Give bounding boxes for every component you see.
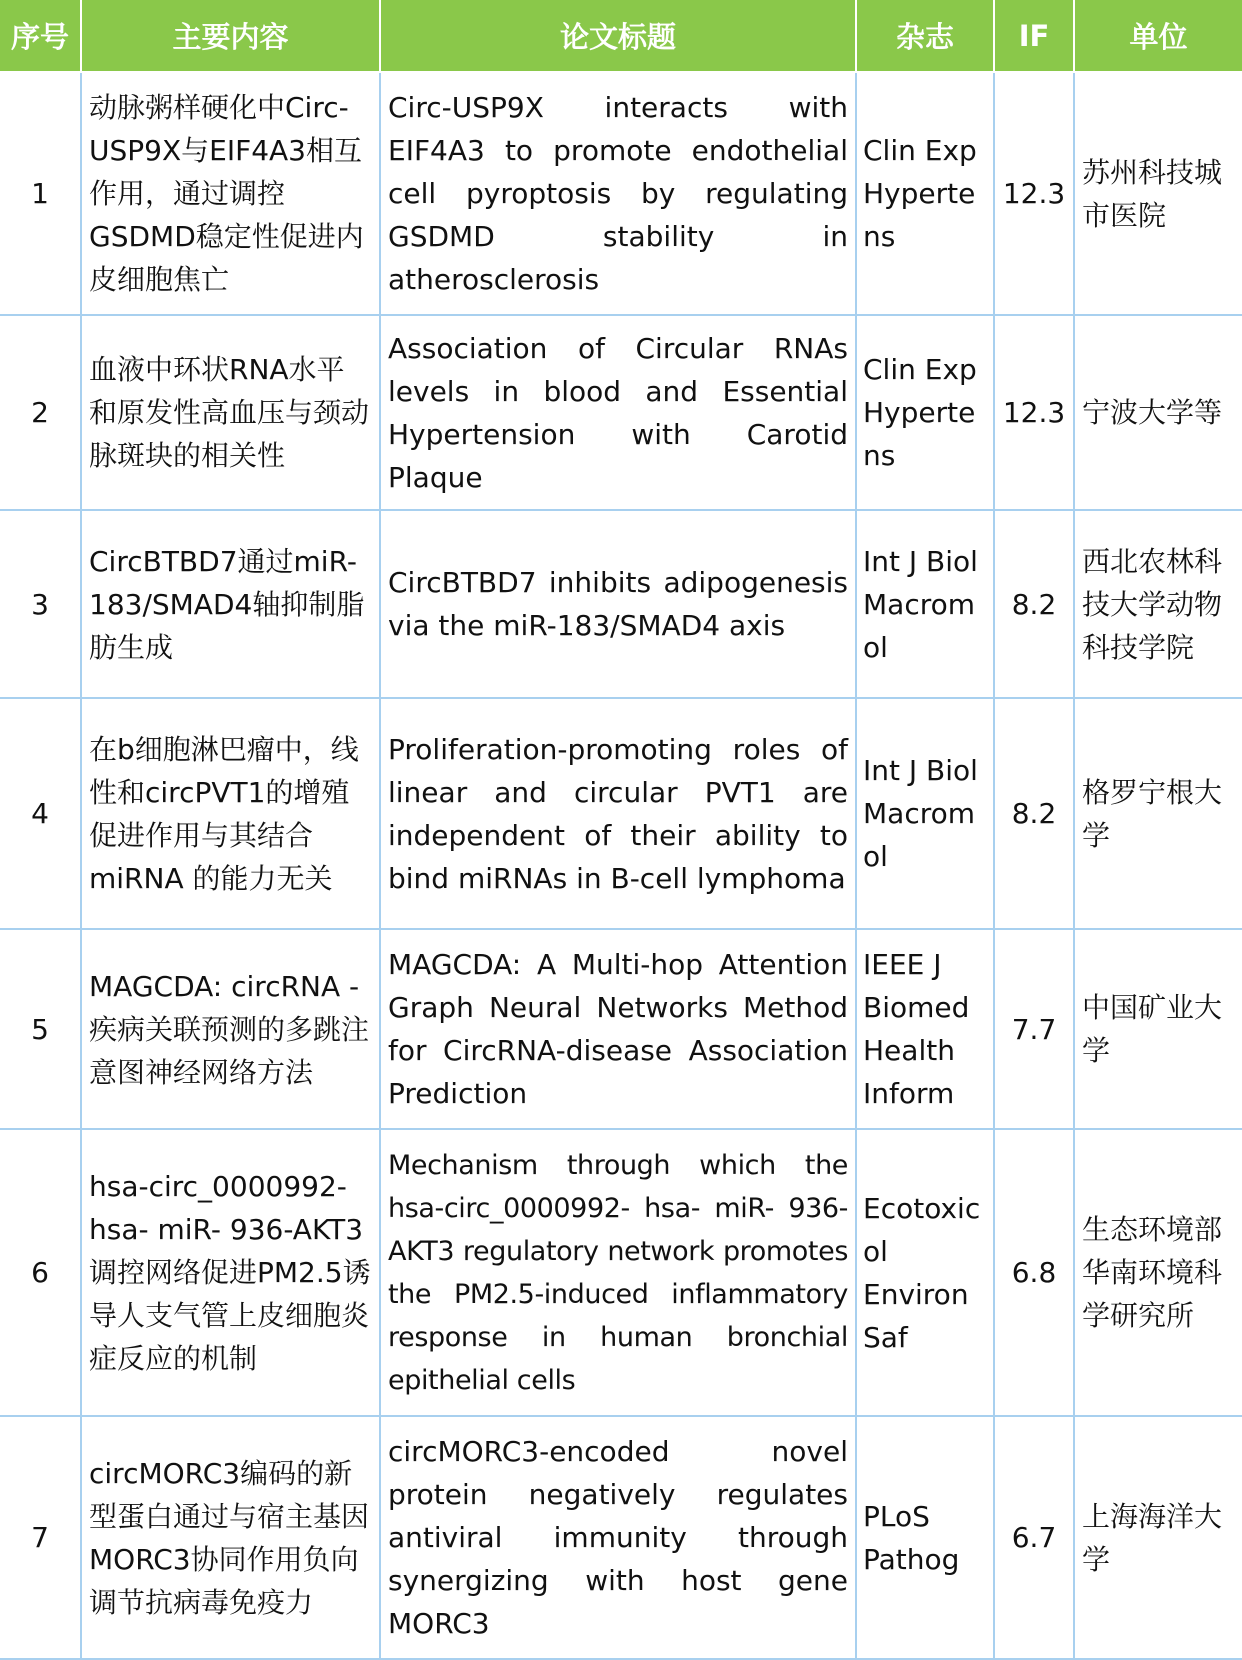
row-unit: 西北农林科技大学动物科技学院 (1074, 510, 1242, 698)
row-journal: Ecotoxicol Environ Saf (856, 1129, 994, 1416)
row-journal: Int J Biol Macromol (856, 698, 994, 929)
row-unit: 宁波大学等 (1074, 315, 1242, 510)
row-number: 5 (0, 929, 81, 1129)
row-unit: 生态环境部华南环境科学研究所 (1074, 1129, 1242, 1416)
header-topic: 主要内容 (81, 0, 380, 72)
row-journal: IEEE J Biomed Health Inform (856, 929, 994, 1129)
row-number: 3 (0, 510, 81, 698)
row-journal: Int J Biol Macromol (856, 510, 994, 698)
table-header (0, 0, 1242, 72)
row-paper-title: MAGCDA: A Multi-hop Attention Graph Neural Networks Method for CircRNA-disease Association Prediction (380, 929, 856, 1129)
row-unit: 苏州科技城市医院 (1074, 72, 1242, 315)
row-topic: CircBTBD7通过miR-183/SMAD4轴抑制脂肪生成 (81, 510, 380, 698)
table-row (0, 929, 1242, 1129)
row-paper-title: Proliferation-promoting roles of linear and circular PVT1 are independent of their ability to bind miRNAs in B-cell lymphoma (380, 698, 856, 929)
row-topic: circMORC3编码的新型蛋白通过与宿主基因MORC3协同作用负向调节抗病毒免疫力 (81, 1416, 380, 1659)
table-row (0, 315, 1242, 510)
row-impact-factor: 12.3 (994, 72, 1074, 315)
header-row (0, 0, 1242, 72)
row-paper-title: CircBTBD7 inhibits adipogenesis via the miR-183/SMAD4 axis (380, 510, 856, 698)
header-title: 论文标题 (380, 0, 856, 72)
row-paper-title: Association of Circular RNAs levels in blood and Essential Hypertension with Carotid Plaque (380, 315, 856, 510)
row-impact-factor: 12.3 (994, 315, 1074, 510)
row-number: 2 (0, 315, 81, 510)
table-row (0, 1129, 1242, 1416)
header-unit: 单位 (1074, 0, 1242, 72)
row-topic: 血液中环状RNA水平和原发性高血压与颈动脉斑块的相关性 (81, 315, 380, 510)
row-topic: hsa-circ_0000992-hsa- miR- 936-AKT3调控网络促进PM2.5诱导人支气管上皮细胞炎症反应的机制 (81, 1129, 380, 1416)
row-journal: PLoS Pathog (856, 1416, 994, 1659)
table-row (0, 510, 1242, 698)
header-journal: 杂志 (856, 0, 994, 72)
row-unit: 上海海洋大学 (1074, 1416, 1242, 1659)
row-impact-factor: 8.2 (994, 510, 1074, 698)
row-paper-title: circMORC3-encoded novel protein negatively regulates antiviral immunity through synergizing with host gene MORC3 (380, 1416, 856, 1659)
table-body (0, 72, 1242, 1659)
header-no: 序号 (0, 0, 81, 72)
table-row (0, 698, 1242, 929)
row-number: 4 (0, 698, 81, 929)
row-paper-title: Mechanism through which the hsa-circ_0000992- hsa- miR- 936-AKT3 regulatory network promotes the PM2.5-induced inflammatory response in human bronchial epithelial cells (380, 1129, 856, 1416)
row-journal: Clin Exp Hypertens (856, 72, 994, 315)
table-row (0, 1416, 1242, 1659)
row-number: 6 (0, 1129, 81, 1416)
row-paper-title: Circ-USP9X interacts with EIF4A3 to promote endothelial cell pyroptosis by regulating GSDMD stability in atherosclerosis (380, 72, 856, 315)
row-topic: MAGCDA: circRNA -疾病关联预测的多跳注意图神经网络方法 (81, 929, 380, 1129)
table-row (0, 72, 1242, 315)
row-number: 1 (0, 72, 81, 315)
header-if: IF (994, 0, 1074, 72)
row-unit: 格罗宁根大学 (1074, 698, 1242, 929)
row-impact-factor: 6.8 (994, 1129, 1074, 1416)
row-journal: Clin Exp Hypertens (856, 315, 994, 510)
row-topic: 在b细胞淋巴瘤中，线性和circPVT1的增殖促进作用与其结合miRNA 的能力无关 (81, 698, 380, 929)
row-impact-factor: 6.7 (994, 1416, 1074, 1659)
row-unit: 中国矿业大学 (1074, 929, 1242, 1129)
row-impact-factor: 8.2 (994, 698, 1074, 929)
row-topic: 动脉粥样硬化中Circ-USP9X与EIF4A3相互作用，通过调控GSDMD稳定性促进内皮细胞焦亡 (81, 72, 380, 315)
row-number: 7 (0, 1416, 81, 1659)
row-impact-factor: 7.7 (994, 929, 1074, 1129)
